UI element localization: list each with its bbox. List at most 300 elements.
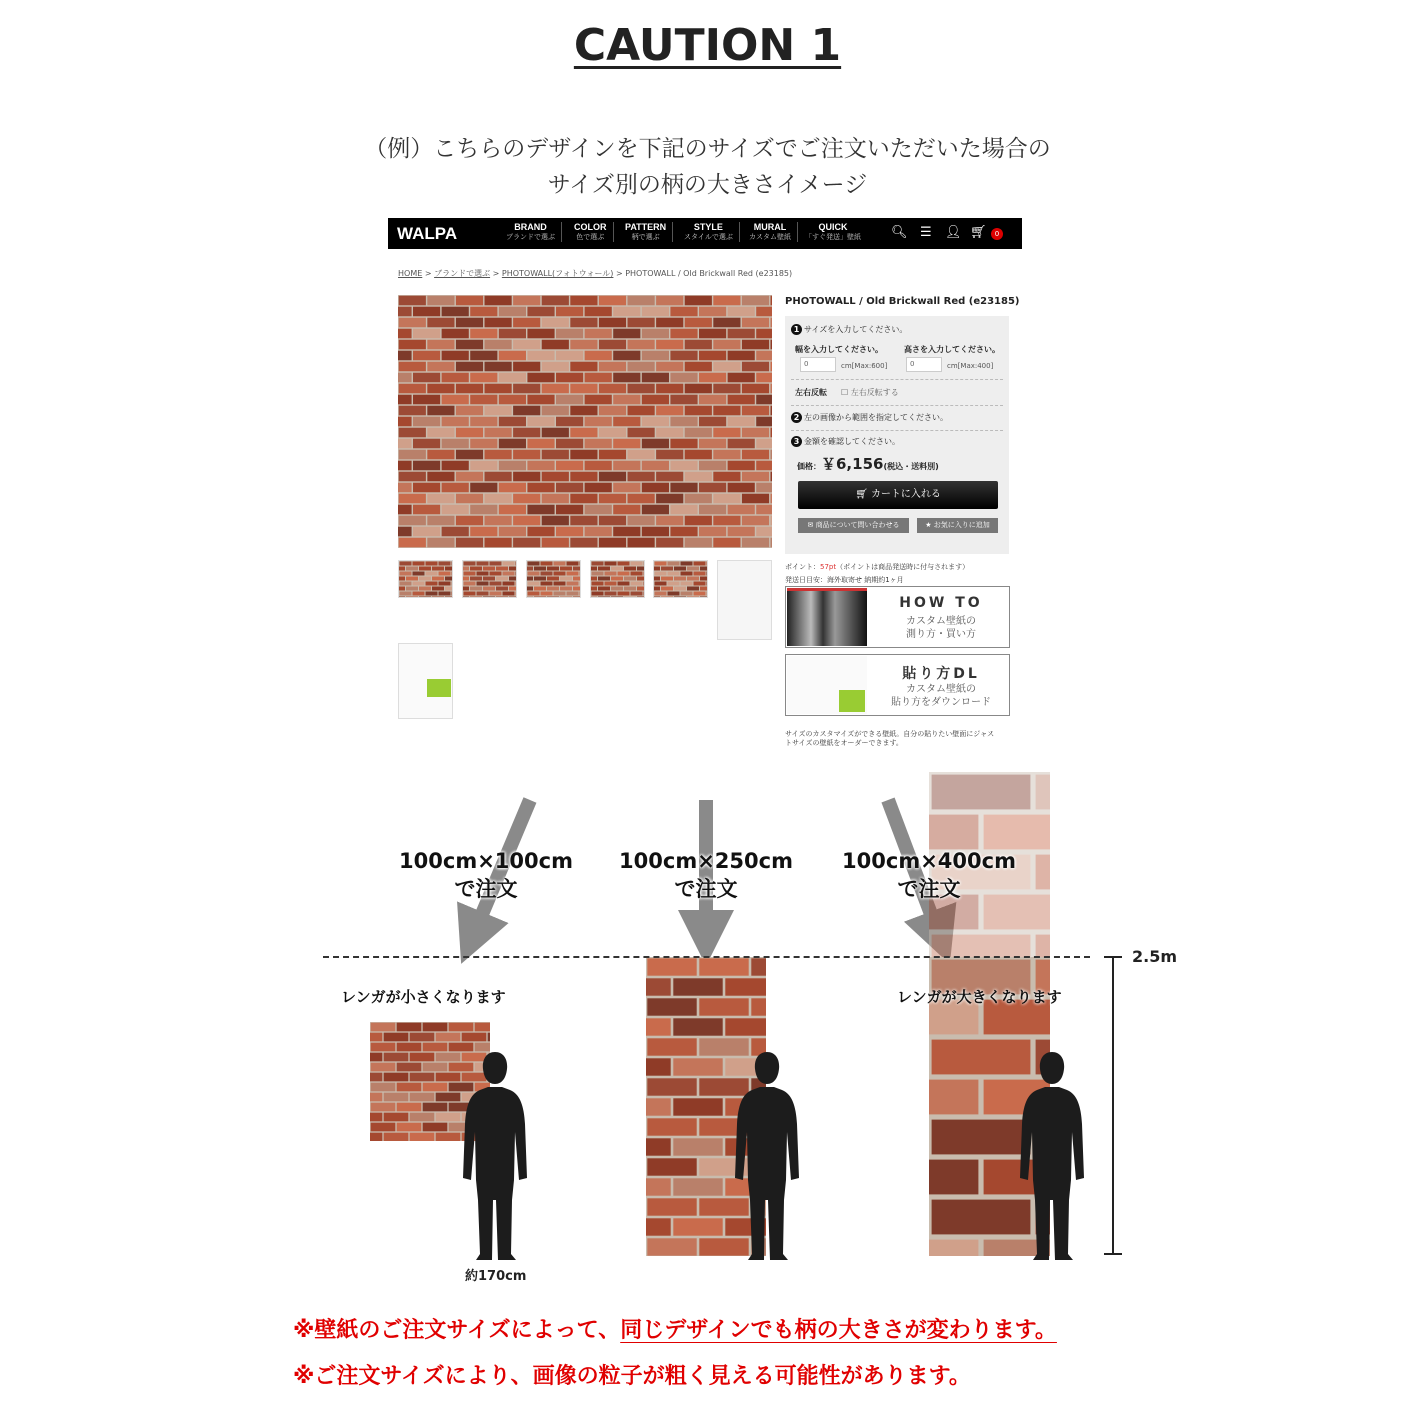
search-icon[interactable]: 🔍︎ [891,225,908,240]
brick [590,567,597,571]
points-note: （ポイントは商品発送時に付与されます） [836,563,970,571]
breadcrumb-photowall[interactable]: PHOTOWALL(フォトウォール) [501,269,614,278]
brick [436,1033,461,1042]
brick [485,362,512,372]
brick [534,577,546,581]
warning-line-1 [293,1313,1057,1344]
brick [547,567,559,571]
nav-pattern[interactable] [619,222,673,242]
brick [456,494,483,504]
brick [541,562,553,566]
brick [637,597,645,599]
breadcrumb-brand[interactable]: ブランドで選ぶ [434,269,491,278]
nav-style[interactable] [678,222,740,242]
brick [646,1178,671,1195]
brick [445,567,453,571]
brick [456,296,483,306]
brick [399,450,426,460]
brick [398,373,412,383]
brick [756,417,772,427]
brick [585,329,612,339]
brick [542,318,569,328]
brick [932,935,1031,957]
brick [547,577,559,581]
brick [647,1198,696,1215]
brick [713,516,740,526]
brick [694,572,706,576]
brick [673,1178,722,1195]
brick [462,587,469,591]
brick [687,567,699,571]
brick [605,582,617,586]
brick [496,597,508,599]
brick [628,362,655,372]
brick [513,494,540,504]
person-height-label: 約170cm [465,1269,527,1284]
brick [516,562,518,566]
cart-icon[interactable]: 🛒︎ [970,225,987,240]
brick [742,318,769,328]
brick [611,597,623,599]
warning-text: ※壁紙のご注文サイズによって、 [293,1318,621,1343]
website-screenshot [388,218,1022,760]
brick [542,472,569,482]
nav-label: STYLE [693,222,723,232]
list-icon[interactable]: ☰ [920,225,932,240]
brick [642,307,669,317]
brick [528,582,540,586]
brick [647,1038,696,1055]
brick [499,461,526,471]
brick [413,417,440,427]
brick [599,494,626,504]
brick [613,439,640,449]
warning-line-2: ※ご注文サイズにより、画像の粒子が粗く見える可能性があります。 [293,1364,971,1389]
brick [590,577,597,581]
price-value: ￥6,156 [821,455,884,473]
brick [456,450,483,460]
user-icon[interactable]: 👤︎ [945,225,962,240]
brick [771,494,772,504]
brick [573,597,581,599]
brick [700,577,708,581]
hanging-banner[interactable] [785,654,1010,716]
brick [642,527,669,537]
brick [398,417,412,427]
brick [929,815,978,850]
brick [585,461,612,471]
brick [399,516,426,526]
brick [713,450,740,460]
brick [413,505,440,515]
thumbnail[interactable] [590,560,645,598]
brick [771,318,772,328]
brick [585,417,612,427]
brick [653,577,660,581]
brick [618,572,630,576]
brick [554,572,566,576]
nav-sublabel: 柄で選ぶ [631,234,660,241]
brick [771,516,772,526]
brick [656,494,683,504]
brick [503,582,515,586]
brick [599,296,626,306]
howto-title: HOW TO [899,595,983,611]
forest-image [787,588,867,646]
favorite-label: お気に入りに追加 [933,521,990,529]
divider [791,405,1003,406]
brick [541,572,553,576]
brick [668,562,680,566]
star-icon: ★ [925,521,934,529]
nav-mural[interactable] [743,222,798,242]
inquiry-button[interactable] [798,518,909,533]
brick [485,538,512,548]
brick [567,562,579,566]
brick [398,597,405,599]
brick [527,395,554,405]
product-image[interactable] [398,295,772,548]
brick [542,362,569,372]
brick [647,1118,696,1135]
add-to-cart-button[interactable] [798,481,998,509]
thumbnail-hanging[interactable] [398,643,453,719]
brick [439,582,451,586]
brick [656,340,683,350]
brick [674,567,686,571]
brick [713,318,740,328]
thumbnail[interactable] [398,560,453,598]
brick [442,307,469,317]
brick [642,395,669,405]
logo[interactable]: WALPA [397,224,458,243]
brick [728,527,755,537]
nav-quick[interactable] [799,222,867,242]
brick [644,572,646,576]
breadcrumb-home[interactable]: HOME [398,269,423,278]
brick [371,1123,396,1132]
brick [371,1083,396,1092]
brick [527,373,554,383]
brick [656,428,683,438]
brick [556,461,583,471]
brick [398,307,412,317]
brick [624,597,636,599]
brick [410,1053,435,1062]
brick [556,527,583,537]
brick [694,592,706,596]
brick [384,1033,409,1042]
brick [685,296,712,306]
nav-sublabel: 色で選ぶ [576,234,605,241]
brick [725,1018,766,1035]
brick [560,567,572,571]
brick [427,538,454,548]
brick [560,597,572,599]
brick [646,1138,671,1155]
brick [668,582,680,586]
brick [485,340,512,350]
brick [673,978,722,995]
brick [436,1053,461,1062]
brick [499,439,526,449]
brick [384,1073,409,1082]
nav-label: PATTERN [625,222,667,232]
brick [646,1058,671,1075]
brick [637,577,645,581]
brick [432,577,444,581]
brick [570,538,597,548]
brick [436,1073,461,1082]
brick [644,582,646,586]
brick [456,406,483,416]
brick [406,587,418,591]
brick [397,1103,422,1112]
brick [1036,775,1050,810]
size-text: 100cm×400cm [842,849,1016,873]
brick [464,592,476,596]
brick [528,562,540,566]
brick [413,527,440,537]
brick [513,384,540,394]
thumbnail[interactable] [653,560,708,598]
brick [685,406,712,416]
brick [707,572,709,576]
brick [655,582,667,586]
divider [791,379,1003,380]
brick [1036,855,1050,890]
brick [398,505,412,515]
brick [456,340,483,350]
brick [713,472,740,482]
brick [570,318,597,328]
brick [527,483,554,493]
width-input[interactable]: 0 [800,357,836,372]
brick [599,340,626,350]
brick [728,461,755,471]
step-number: 3 [791,436,802,447]
brick [642,461,669,471]
favorite-button[interactable] [917,518,998,533]
brick [628,340,655,350]
step3-label [791,436,900,447]
brick [527,307,554,317]
brick [456,318,483,328]
brick [631,582,643,586]
brick [398,439,412,449]
brick [573,587,581,591]
brick [490,562,502,566]
brick [542,538,569,548]
brick [628,384,655,394]
brick [496,587,508,591]
brick [413,307,440,317]
brick [503,572,515,576]
brick [599,384,626,394]
brick [370,1033,382,1042]
brick [656,296,683,306]
brick [624,577,636,581]
brick [470,439,497,449]
howto-banner[interactable] [785,586,1010,648]
brick [556,307,583,317]
brick [742,472,769,482]
brick [771,340,772,350]
brick [699,439,726,449]
brick [399,472,426,482]
brick [406,577,418,581]
brick [452,562,454,566]
breadcrumb-current: PHOTOWALL / Old Brickwall Red (e23185) [625,269,793,278]
brick [462,597,469,599]
size-text: 100cm×100cm [399,849,573,873]
brick [470,395,497,405]
brick [427,450,454,460]
brick [513,362,540,372]
brick [560,577,572,581]
brick [410,1073,435,1082]
brick [490,592,502,596]
brick [707,592,709,596]
wall-height-label: 2.5m [1132,947,1178,966]
brick [370,1073,382,1082]
brick [611,567,623,571]
brick [742,450,769,460]
brick [406,597,418,599]
thumbnail[interactable] [526,560,581,598]
brick [527,417,554,427]
brick [613,483,640,493]
brick [670,461,697,471]
step3-text: 金額を確認してください。 [804,437,900,446]
brick [585,439,612,449]
brick [399,494,426,504]
brick [674,577,686,581]
brick [427,428,454,438]
brick [613,505,640,515]
brick [427,494,454,504]
brick [742,516,769,526]
brick [399,296,426,306]
nav-bar [388,218,1022,249]
brick [611,587,623,591]
brick [751,998,766,1015]
brick [570,516,597,526]
brick [670,395,697,405]
brick [642,417,669,427]
brick [384,1113,409,1122]
brick [728,439,755,449]
brick [398,483,412,493]
brick [499,483,526,493]
brick [470,587,482,591]
nav-color[interactable] [568,222,614,242]
points-label: ポイント： [785,563,820,571]
brick [556,351,583,361]
brick [668,592,680,596]
brick [713,494,740,504]
brick [756,527,772,537]
note-large-bricks: レンガが大きくなります [897,988,1062,1006]
brick [516,572,518,576]
brick [771,428,772,438]
brick [681,572,693,576]
brick [496,577,508,581]
flip-label: 左右反転 [795,388,827,397]
brick [670,307,697,317]
brick [728,329,755,339]
nav-sublabel: 「すぐ発送」壁紙 [805,234,861,241]
brick [637,567,645,571]
note-small-bricks: レンガが小さくなります [341,988,506,1006]
brick [673,1218,722,1235]
brick [661,587,673,591]
brick [699,351,726,361]
brick [398,395,412,405]
description: サイズのカスタマイズができる壁紙。自分の貼りたい壁面にジャストサイズの壁紙をオーダーできます。 [785,730,995,747]
brick [570,406,597,416]
brick [556,439,583,449]
brick [488,1033,490,1042]
divider [791,430,1003,431]
brick [592,572,604,576]
brick [445,597,453,599]
brick [398,577,405,581]
brick [644,562,646,566]
brick [410,1113,435,1122]
nav-label: QUICK [818,222,848,232]
brick [413,329,440,339]
brick [452,582,454,586]
nav-brand[interactable] [500,222,562,242]
brick [470,505,497,515]
brick [442,483,469,493]
brick [771,538,772,548]
brick [613,461,640,471]
brick [556,483,583,493]
brick [685,340,712,350]
nav-sublabel: スタイルで選ぶ [684,234,733,241]
brick [570,362,597,372]
flip-checkbox[interactable]: ☐ 左右反転する [841,388,899,397]
brick [423,1043,448,1052]
brick [483,567,495,571]
brick [570,384,597,394]
brick [728,373,755,383]
nav-sublabel: ブランドで選ぶ [506,234,555,241]
brick [687,587,699,591]
brick [599,318,626,328]
brick [427,384,454,394]
brick [384,1133,409,1141]
brick [442,373,469,383]
brick [477,562,489,566]
brick [483,577,495,581]
brick [399,362,426,372]
brick [685,450,712,460]
brick [449,1023,474,1032]
brick [713,406,740,416]
brick [592,562,604,566]
brick [646,1018,671,1035]
thumbnail-instructions[interactable] [717,560,772,640]
height-input[interactable]: 0 [906,357,942,372]
brick [644,592,646,596]
brick [642,439,669,449]
brick [398,351,412,361]
thumbnail[interactable] [462,560,517,598]
brick [713,384,740,394]
